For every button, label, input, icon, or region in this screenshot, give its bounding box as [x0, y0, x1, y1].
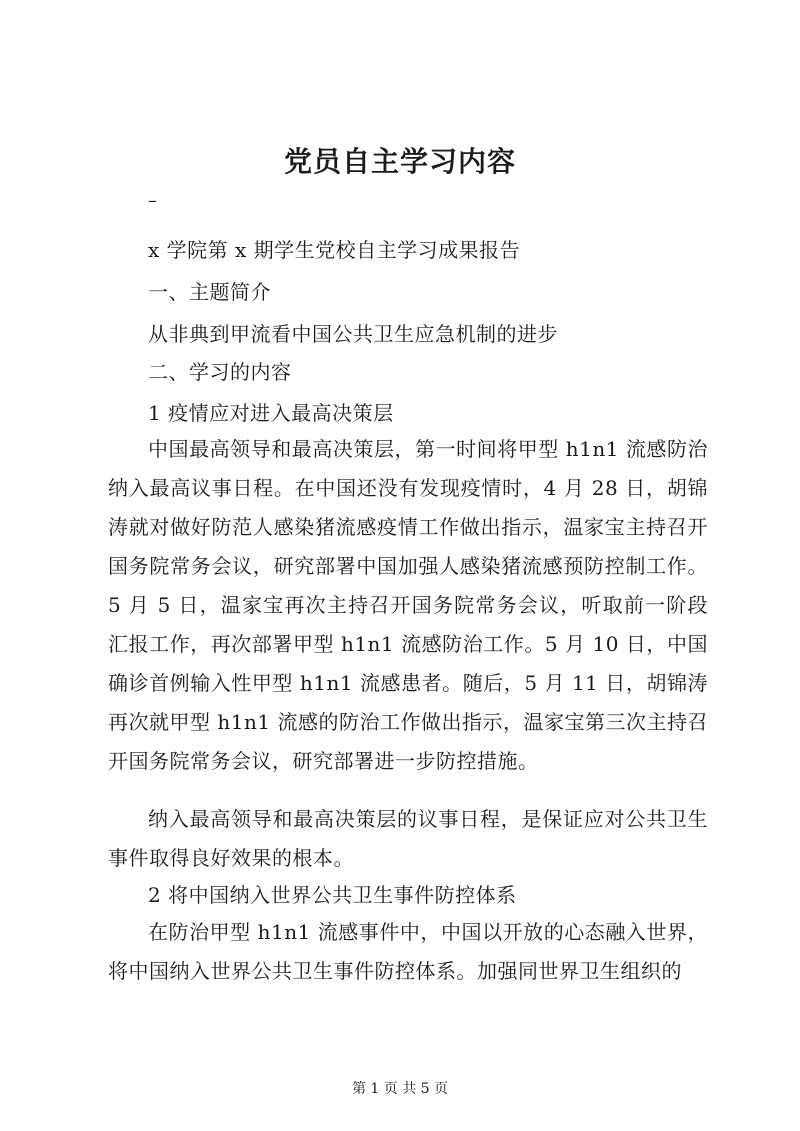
paragraph-1: 中国最高领导和最高决策层，第一时间将甲型 h1n1 流感防治纳入最高议事日程。在中国还没有发现疫情时，4 月 28 日，胡锦涛就对做好防范人感染猪流感疫情工作做出指示，温家宝主持召开国务院常务会议，研究部署中国加强人感染猪流感预防控制工作。5 月 5 日，温家宝再次主持召开国务院常务会议，听取前一阶段汇报工作，再次部署甲型 h1n1 流感防治工作。5 月 10 日，中国确诊首例输入性甲型 h1n1 流感患者。随后，5 月 11 日，胡锦涛再次就甲型 h1n1 流感的防治工作做出指示，温家宝第三次主持召开国务院常务会议，研究部署进一步防控措施。 [108, 437, 708, 773]
section-1-title: 1 疫情应对进入最高决策层 [148, 401, 394, 425]
paragraph-2: 纳入最高领导和最高决策层的议事日程，是保证应对公共卫生事件取得良好效果的根本。 [108, 807, 708, 870]
paragraph-3: 在防治甲型 h1n1 流感事件中，中国以开放的心态融入世界，将中国纳入世界公共卫生事件防控体系。加强同世界卫生组织的 [108, 920, 708, 983]
topic-statement: 从非典到甲流看中国公共卫生应急机制的进步 [148, 322, 558, 346]
page-footer: 第 1 页 共 5 页 [351, 1081, 449, 1097]
dash-mark: – [148, 190, 157, 211]
section-2-title: 2 将中国纳入世界公共卫生事件防控体系 [148, 883, 517, 907]
heading-topic-intro: 一、主题简介 [148, 280, 271, 304]
report-subtitle: x 学院第 x 期学生党校自主学习成果报告 [148, 238, 521, 262]
heading-learning-content: 二、学习的内容 [148, 360, 292, 384]
page-title: 党员自主学习内容 [283, 145, 516, 178]
